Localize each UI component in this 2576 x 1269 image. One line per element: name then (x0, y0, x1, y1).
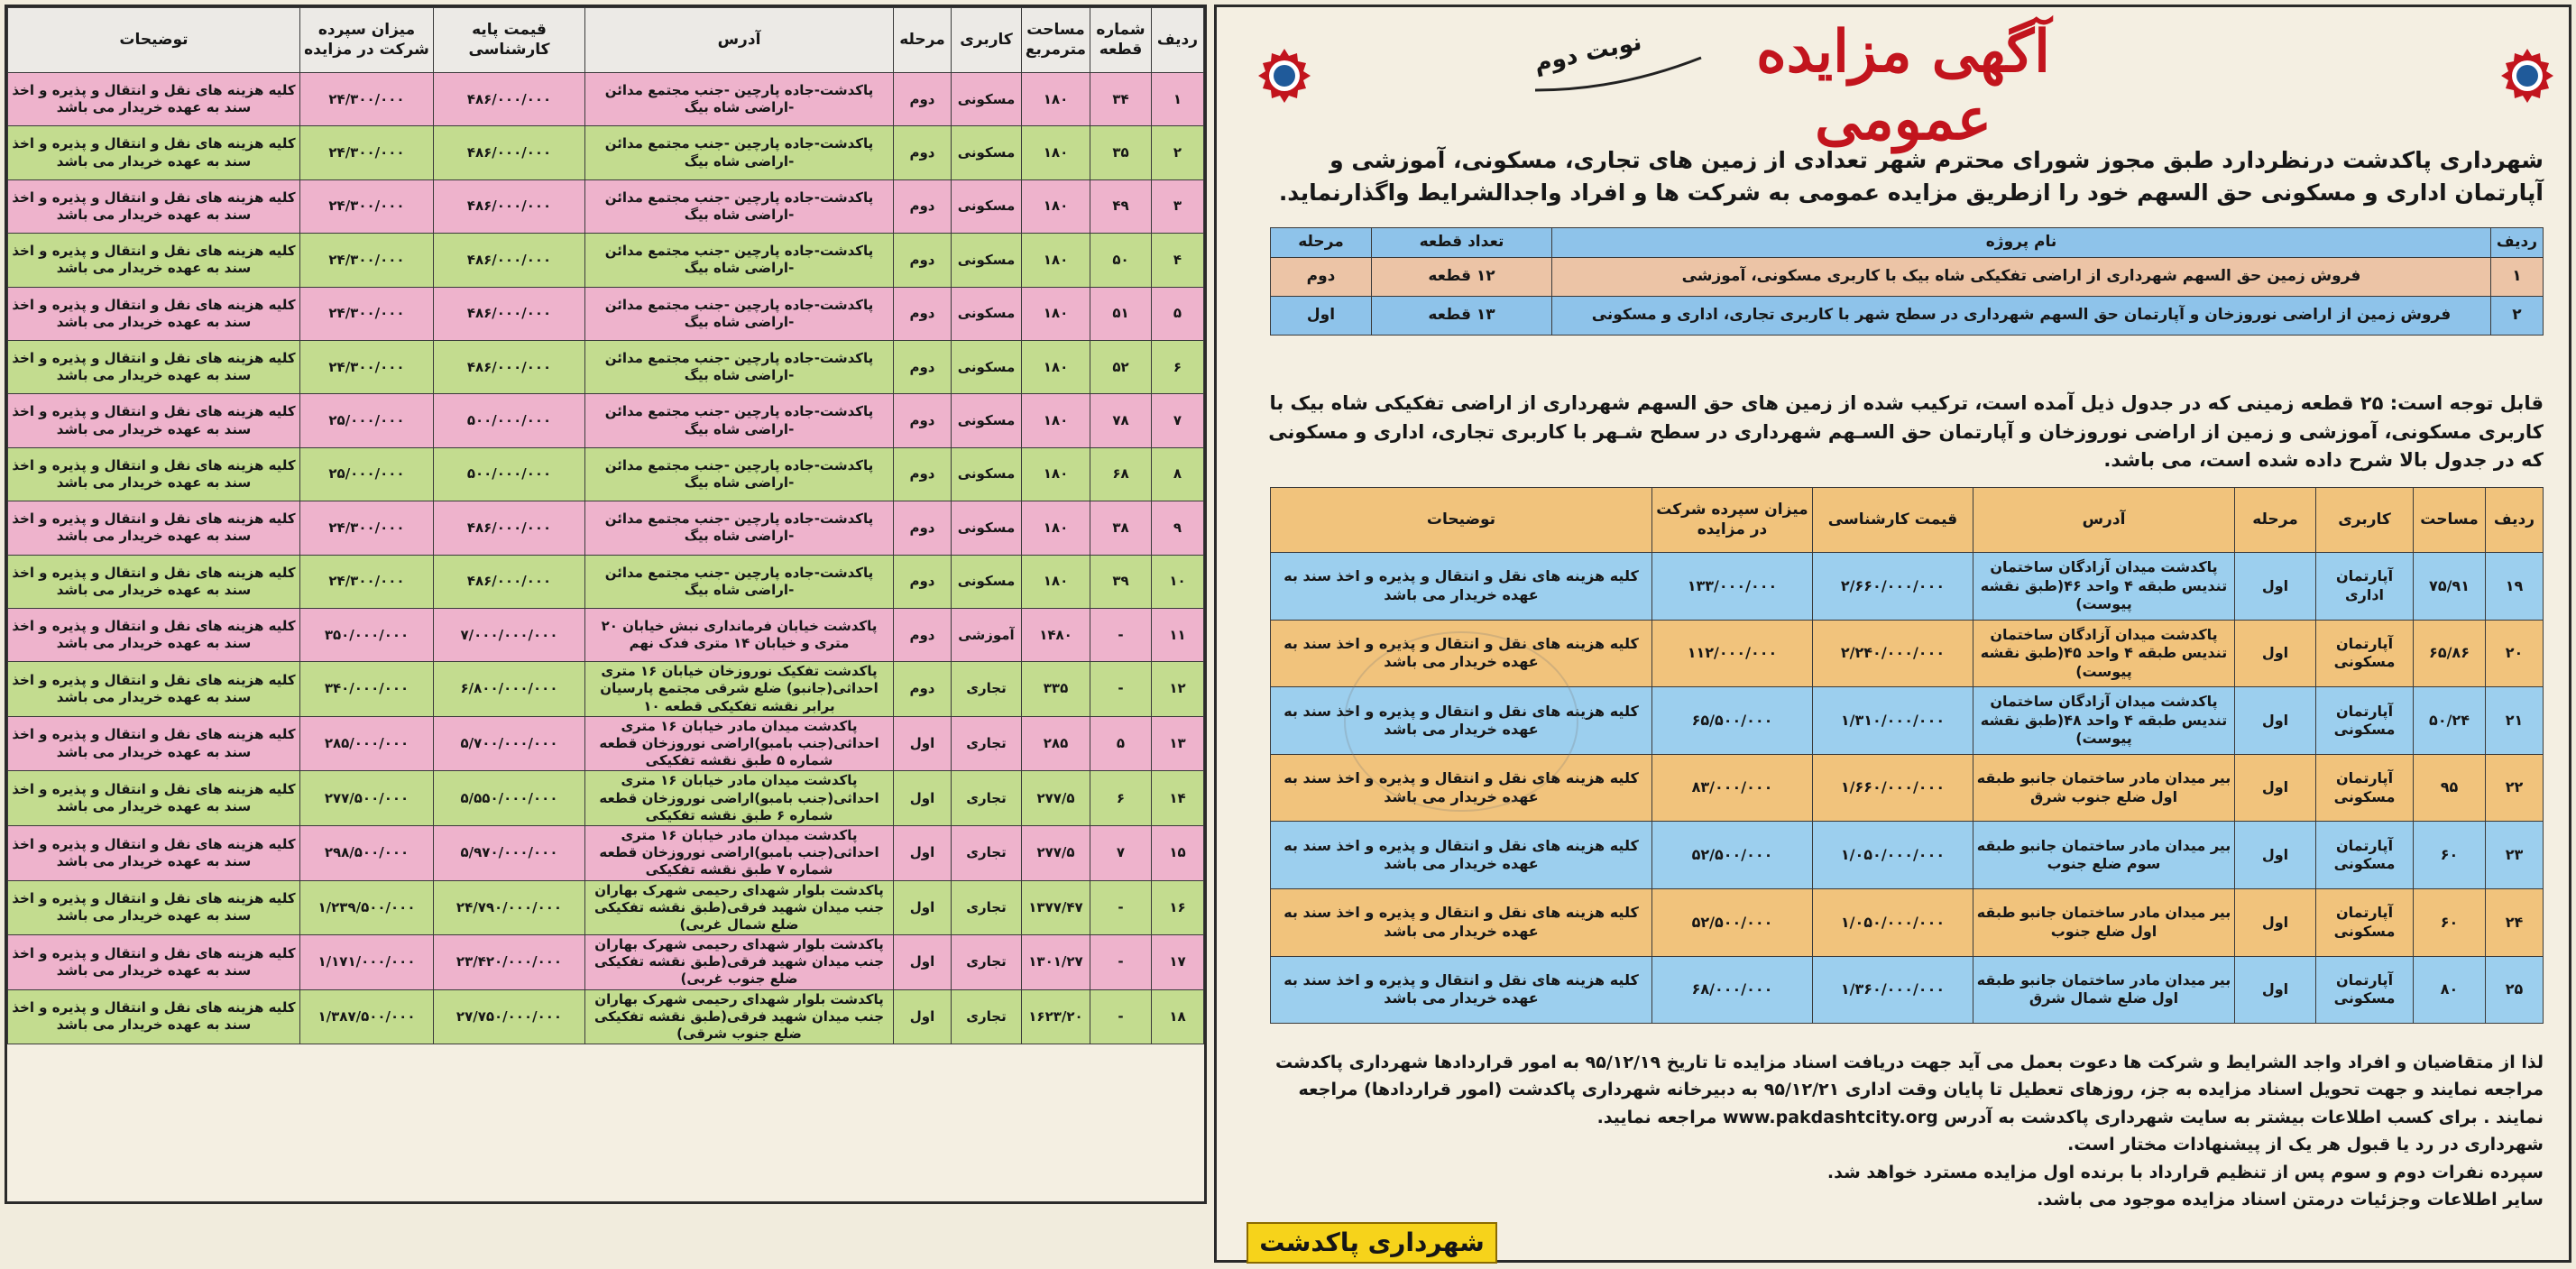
cell-address: پاکدشت-جاده پارچین -جنب مجتمع مدائن -اراضی شاه بیگ (585, 394, 894, 447)
cell-no: ۱۰ (1152, 555, 1204, 608)
cell-no: ۵ (1152, 287, 1204, 340)
cell-price: ۵۰۰/۰۰۰/۰۰۰ (434, 394, 585, 447)
table-row (1271, 754, 2544, 822)
cell-use: مسکونی (952, 555, 1022, 608)
municipality-logo-icon (1256, 47, 1313, 105)
column-header: آدرس (1973, 488, 2235, 553)
column-header: شماره قطعه (1090, 8, 1152, 73)
cell-deposit: ۲۴/۳۰۰/۰۰۰ (300, 287, 434, 340)
table-row (8, 73, 1204, 126)
cell-area: ۲۷۷/۵ (1022, 771, 1090, 826)
cell-area: ۶۵/۸۶ (2414, 620, 2486, 687)
cell-stage: دوم (894, 340, 952, 393)
cell-address: پاکدشت-جاده پارچین -جنب مجتمع مدائن -اراضی شاه بیگ (585, 234, 894, 287)
cell-address: پاکدشت-جاده پارچین -جنب مجتمع مدائن -اراضی شاه بیگ (585, 73, 894, 126)
cell-lot: ۵۰ (1090, 234, 1152, 287)
cell-area: ۷۵/۹۱ (2414, 553, 2486, 621)
cell-lot: ۳۵ (1090, 126, 1152, 179)
cell-lot: ۳۸ (1090, 501, 1152, 555)
column-header: کاربری (2316, 488, 2414, 553)
cell-price: ۱/۳۱۰/۰۰۰/۰۰۰ (1813, 687, 1973, 755)
cell-price: ۵/۵۵۰/۰۰۰/۰۰۰ (434, 771, 585, 826)
column-header: مرحله (894, 8, 952, 73)
cell-use: آپارتمان مسکونی (2316, 754, 2414, 822)
cell-use: آپارتمان مسکونی (2316, 620, 2414, 687)
cell-lot: ۷ (1090, 825, 1152, 880)
cell-notes: کلیه هزینه های نقل و انتقال و پذیره و اخذ سند به عهده خریدار می باشد (8, 234, 300, 287)
cell-lot: ۷۸ (1090, 394, 1152, 447)
cell-area: ۲۷۷/۵ (1022, 825, 1090, 880)
apartments-table-body (1271, 553, 2544, 1024)
cell-stage: اول (2235, 888, 2316, 956)
cell-stage: اول (1271, 297, 1372, 336)
cell-stage: اول (894, 825, 952, 880)
table-row (8, 340, 1204, 393)
table-row (8, 287, 1204, 340)
column-header: قیمت پایه کارشناسی (434, 8, 585, 73)
cell-stage: اول (2235, 620, 2316, 687)
cell-price: ۱/۶۶۰/۰۰۰/۰۰۰ (1813, 754, 1973, 822)
cell-deposit: ۱/۳۸۷/۵۰۰/۰۰۰ (300, 989, 434, 1044)
table-row (1271, 553, 2544, 621)
cell-use: تجاری (952, 825, 1022, 880)
cell-deposit: ۲۴/۳۰۰/۰۰۰ (300, 179, 434, 233)
table-row (1271, 687, 2544, 755)
column-header: قیمت کارشناسی (1813, 488, 1973, 553)
cell-notes: کلیه هزینه های نقل و انتقال و پذیره و اخذ سند به عهده خریدار می باشد (8, 73, 300, 126)
footer-paragraph-4: سایر اطلاعات وجزئیات درمتن اسناد مزایده موجود می باشد. (2037, 1189, 2544, 1209)
table-row (1271, 822, 2544, 889)
cell-price: ۱/۰۵۰/۰۰۰/۰۰۰ (1813, 888, 1973, 956)
cell-area: ۱۸۰ (1022, 73, 1090, 126)
column-header: کاربری (952, 8, 1022, 73)
cell-deposit: ۲۵/۰۰۰/۰۰۰ (300, 394, 434, 447)
cell-notes: کلیه هزینه های نقل و انتقال و پذیره و اخذ سند به عهده خریدار می باشد (1271, 754, 1652, 822)
cell-price: ۲/۲۴۰/۰۰۰/۰۰۰ (1813, 620, 1973, 687)
page-title: آگهی مزایده عمومی (1756, 18, 2050, 153)
cell-deposit: ۲۴/۳۰۰/۰۰۰ (300, 501, 434, 555)
cell-area: ۱۶۲۳/۲۰ (1022, 989, 1090, 1044)
cell-address: پاکدشت میدان آزادگان ساختمان تندیس طبقه ۴ واحد ۴۸(طبق نقشه پیوست) (1973, 687, 2235, 755)
cell-stage: اول (894, 880, 952, 935)
cell-area: ۲۸۵ (1022, 716, 1090, 771)
cell-price: ۲/۶۶۰/۰۰۰/۰۰۰ (1813, 553, 1973, 621)
cell-deposit: ۲۴/۳۰۰/۰۰۰ (300, 234, 434, 287)
cell-use: مسکونی (952, 234, 1022, 287)
cell-price: ۵/۹۷۰/۰۰۰/۰۰۰ (434, 825, 585, 880)
cell-address: پاکدشت-جاده پارچین -جنب مجتمع مدائن -اراضی شاه بیگ (585, 340, 894, 393)
cell-notes: کلیه هزینه های نقل و انتقال و پذیره و اخذ سند به عهده خریدار می باشد (8, 394, 300, 447)
cell-deposit: ۲۴/۳۰۰/۰۰۰ (300, 126, 434, 179)
table-row (8, 447, 1204, 501)
cell-lot: ۵۲ (1090, 340, 1152, 393)
cell-price: ۱/۳۶۰/۰۰۰/۰۰۰ (1813, 956, 1973, 1024)
cell-stage: دوم (894, 394, 952, 447)
cell-area: ۱۳۷۷/۴۷ (1022, 880, 1090, 935)
cell-stage: اول (2235, 822, 2316, 889)
cell-notes: کلیه هزینه های نقل و انتقال و پذیره و اخذ سند به عهده خریدار می باشد (8, 340, 300, 393)
cell-no: ۱ (1152, 73, 1204, 126)
cell-use: آپارتمان اداری (2316, 553, 2414, 621)
cell-use: مسکونی (952, 287, 1022, 340)
column-header: ردیف (2491, 228, 2544, 258)
cell-address: پاکدشت میدان آزادگان ساختمان تندیس طبقه ۴ واحد ۴۶(طبق نقشه پیوست) (1973, 553, 2235, 621)
cell-notes: کلیه هزینه های نقل و انتقال و پذیره و اخذ سند به عهده خریدار می باشد (1271, 956, 1652, 1024)
cell-stage: دوم (894, 447, 952, 501)
cell-area: ۳۳۵ (1022, 662, 1090, 717)
cell-use: تجاری (952, 771, 1022, 826)
table-row (1271, 258, 2544, 297)
cell-use: مسکونی (952, 501, 1022, 555)
municipality-logo-icon (2498, 47, 2556, 105)
cell-name: فروش زمین از اراضی نوروزخان و آپارتمان حق السهم شهرداری در سطح شهر با کاربری تجاری، اداری و مسکونی (1552, 297, 2491, 336)
cell-use: مسکونی (952, 73, 1022, 126)
cell-deposit: ۶۸/۰۰۰/۰۰۰ (1652, 956, 1813, 1024)
cell-no: ۶ (1152, 340, 1204, 393)
table-row (1271, 620, 2544, 687)
cell-price: ۱/۰۵۰/۰۰۰/۰۰۰ (1813, 822, 1973, 889)
cell-deposit: ۵۲/۵۰۰/۰۰۰ (1652, 888, 1813, 956)
table-row (8, 935, 1204, 990)
column-header: میزان سپرده شرکت در مزایده (300, 8, 434, 73)
table-row (1271, 297, 2544, 336)
column-header: آدرس (585, 8, 894, 73)
cell-notes: کلیه هزینه های نقل و انتقال و پذیره و اخذ سند به عهده خریدار می باشد (8, 447, 300, 501)
table-row (8, 825, 1204, 880)
cell-no: ۱۱ (1152, 608, 1204, 661)
cell-use: تجاری (952, 989, 1022, 1044)
cell-stage: اول (894, 716, 952, 771)
column-header: نام پروژه (1552, 228, 2491, 258)
table-row (8, 608, 1204, 661)
cell-address: پاکدشت خیابان فرمانداری نبش خیابان ۲۰ متری و خیابان ۱۴ متری فدک نهم (585, 608, 894, 661)
cell-price: ۷/۰۰۰/۰۰۰/۰۰۰ (434, 608, 585, 661)
lots-table (7, 7, 1204, 1044)
cell-area: ۶۰ (2414, 822, 2486, 889)
cell-price: ۶/۸۰۰/۰۰۰/۰۰۰ (434, 662, 585, 717)
cell-count: ۱۲ قطعه (1372, 258, 1552, 297)
cell-notes: کلیه هزینه های نقل و انتقال و پذیره و اخذ سند به عهده خریدار می باشد (1271, 687, 1652, 755)
cell-price: ۴۸۶/۰۰۰/۰۰۰ (434, 287, 585, 340)
cell-notes: کلیه هزینه های نقل و انتقال و پذیره و اخذ سند به عهده خریدار می باشد (8, 825, 300, 880)
cell-no: ۱۵ (1152, 825, 1204, 880)
cell-no: ۷ (1152, 394, 1204, 447)
cell-area: ۱۸۰ (1022, 126, 1090, 179)
projects-table-body (1271, 258, 2544, 336)
column-header: مرحله (1271, 228, 1372, 258)
cell-stage: اول (894, 935, 952, 990)
cell-area: ۸۰ (2414, 956, 2486, 1024)
column-header: توضیحات (8, 8, 300, 73)
column-header: مساحت مترمربع (1022, 8, 1090, 73)
cell-no: ۲۱ (2486, 687, 2544, 755)
cell-no: ۸ (1152, 447, 1204, 501)
cell-address: پاکدشت-جاده پارچین -جنب مجتمع مدائن -اراضی شاه بیگ (585, 126, 894, 179)
cell-no: ۳ (1152, 179, 1204, 233)
cell-address: پاکدشت میدان مادر خیابان ۱۶ متری احداثی(جنب بامبو)اراضی نوروزخان قطعه شماره ۵ طبق نقشه تفکیکی (585, 716, 894, 771)
cell-area: ۱۸۰ (1022, 287, 1090, 340)
cell-notes: کلیه هزینه های نقل و انتقال و پذیره و اخذ سند به عهده خریدار می باشد (8, 501, 300, 555)
cell-no: ۱ (2491, 258, 2544, 297)
cell-stage: دوم (894, 234, 952, 287)
cell-address: پاکدشت میدان مادر خیابان ۱۶ متری احداثی(جنب بامبو)اراضی نوروزخان قطعه شماره ۷ طبق نقشه تفکیکی (585, 825, 894, 880)
cell-notes: کلیه هزینه های نقل و انتقال و پذیره و اخذ سند به عهده خریدار می باشد (8, 771, 300, 826)
cell-price: ۵/۷۰۰/۰۰۰/۰۰۰ (434, 716, 585, 771)
cell-notes: کلیه هزینه های نقل و انتقال و پذیره و اخذ سند به عهده خریدار می باشد (8, 935, 300, 990)
cell-notes: کلیه هزینه های نقل و انتقال و پذیره و اخذ سند به عهده خریدار می باشد (8, 608, 300, 661)
table-row (8, 501, 1204, 555)
cell-price: ۴۸۶/۰۰۰/۰۰۰ (434, 340, 585, 393)
projects-table-header (1271, 228, 2544, 258)
cell-address: پاکدشت بلوار شهدای رحیمی شهرک بهاران جنب میدان شهید فرقی(طبق نقشه تفکیکی ضلع جنوب غربی) (585, 935, 894, 990)
table-row (8, 179, 1204, 233)
cell-lot: - (1090, 662, 1152, 717)
cell-deposit: ۲۷۷/۵۰۰/۰۰۰ (300, 771, 434, 826)
cell-address: پاکدشت تفکیک نوروزخان خیابان ۱۶ متری احداثی(جانبو) ضلع شرقی مجتمع پارسیان برابر نقشه تفکیکی قطعه ۱۰ (585, 662, 894, 717)
table-row (8, 394, 1204, 447)
cell-price: ۲۴/۷۹۰/۰۰۰/۰۰۰ (434, 880, 585, 935)
cell-notes: کلیه هزینه های نقل و انتقال و پذیره و اخذ سند به عهده خریدار می باشد (8, 989, 300, 1044)
cell-deposit: ۲۴/۳۰۰/۰۰۰ (300, 555, 434, 608)
cell-no: ۱۷ (1152, 935, 1204, 990)
apartments-table (1270, 487, 2544, 1024)
cell-area: ۹۵ (2414, 754, 2486, 822)
cell-address: پاکدشت-جاده پارچین -جنب مجتمع مدائن -اراضی شاه بیگ (585, 179, 894, 233)
cell-no: ۲ (2491, 297, 2544, 336)
cell-no: ۱۶ (1152, 880, 1204, 935)
cell-area: ۱۸۰ (1022, 555, 1090, 608)
intro-text: شهرداری پاکدشت درنظردارد طبق مجوز شورای محترم شهر تعدادی از زمین های تجاری، مسکونی، آموزشی و آپارتمان اداری و مسکونی حق السهم خود را ازطریق مزایده عمومی به شرکت ها و افراد واجدالشرایط واگذارنماید. (1278, 147, 2544, 207)
cell-stage: دوم (894, 126, 952, 179)
cell-use: تجاری (952, 880, 1022, 935)
cell-deposit: ۲۴/۳۰۰/۰۰۰ (300, 340, 434, 393)
footer-text (1263, 1049, 2544, 1213)
cell-deposit: ۸۳/۰۰۰/۰۰۰ (1652, 754, 1813, 822)
cell-deposit: ۱۱۲/۰۰۰/۰۰۰ (1652, 620, 1813, 687)
cell-no: ۱۲ (1152, 662, 1204, 717)
cell-address: پاکدشت میدان آزادگان ساختمان تندیس طبقه ۴ واحد ۴۵(طبق نقشه پیوست) (1973, 620, 2235, 687)
cell-lot: - (1090, 989, 1152, 1044)
round-label: نوبت دوم (1532, 28, 1644, 78)
table-row (1271, 956, 2544, 1024)
cell-address: بیر میدان مادر ساختمان جانبو طبقه اول ضلع جنوب شرق (1973, 754, 2235, 822)
signature-banner: شهرداری پاکدشت (1247, 1222, 1497, 1264)
cell-area: ۱۸۰ (1022, 394, 1090, 447)
cell-area: ۱۴۸۰ (1022, 608, 1090, 661)
cell-lot: - (1090, 935, 1152, 990)
lots-table-body (8, 73, 1204, 1044)
column-header: ردیف (2486, 488, 2544, 553)
cell-lot: - (1090, 880, 1152, 935)
cell-address: پاکدشت-جاده پارچین -جنب مجتمع مدائن -اراضی شاه بیگ (585, 501, 894, 555)
cell-notes: کلیه هزینه های نقل و انتقال و پذیره و اخذ سند به عهده خریدار می باشد (8, 126, 300, 179)
cell-notes: کلیه هزینه های نقل و انتقال و پذیره و اخذ سند به عهده خریدار می باشد (1271, 553, 1652, 621)
cell-use: مسکونی (952, 126, 1022, 179)
cell-no: ۲۵ (2486, 956, 2544, 1024)
cell-lot: ۵ (1090, 716, 1152, 771)
cell-lot: ۶ (1090, 771, 1152, 826)
cell-use: مسکونی (952, 394, 1022, 447)
cell-stage: دوم (1271, 258, 1372, 297)
note-text: قابل توجه است: ۲۵ قطعه زمینی که در جدول ذیل آمده است، ترکیب شده از زمین های حق السهم شهرداری از اراضی تفکیکی شاه بیک با کاربری مسکونی، آموزشی و زمین از اراضی نوروزخان و آپارتمان حق السـهم شهرداری در سطح شـهر با کاربری تجاری، اداری و مسکونی که در جدول بالا شرح داده شده است، می باشد. (1268, 392, 2544, 471)
cell-use: آپارتمان مسکونی (2316, 888, 2414, 956)
table-row (8, 716, 1204, 771)
cell-stage: اول (2235, 754, 2316, 822)
cell-lot: ۳۹ (1090, 555, 1152, 608)
cell-stage: دوم (894, 555, 952, 608)
cell-address: پاکدشت-جاده پارچین -جنب مجتمع مدائن -اراضی شاه بیگ (585, 555, 894, 608)
cell-no: ۱۹ (2486, 553, 2544, 621)
cell-no: ۹ (1152, 501, 1204, 555)
cell-area: ۱۳۰۱/۲۷ (1022, 935, 1090, 990)
cell-address: پاکدشت-جاده پارچین -جنب مجتمع مدائن -اراضی شاه بیگ (585, 447, 894, 501)
cell-no: ۱۴ (1152, 771, 1204, 826)
table-row (8, 880, 1204, 935)
table-row (8, 771, 1204, 826)
cell-stage: اول (2235, 553, 2316, 621)
column-header: تعداد قطعه (1372, 228, 1552, 258)
cell-notes: کلیه هزینه های نقل و انتقال و پذیره و اخذ سند به عهده خریدار می باشد (8, 716, 300, 771)
cell-stage: دوم (894, 662, 952, 717)
column-header: مرحله (2235, 488, 2316, 553)
cell-address: بیر میدان مادر ساختمان جانبو طبقه اول ضلع شمال شرق (1973, 956, 2235, 1024)
cell-count: ۱۳ قطعه (1372, 297, 1552, 336)
cell-notes: کلیه هزینه های نقل و انتقال و پذیره و اخذ سند به عهده خریدار می باشد (8, 555, 300, 608)
cell-stage: دوم (894, 179, 952, 233)
cell-deposit: ۲۸۵/۰۰۰/۰۰۰ (300, 716, 434, 771)
cell-deposit: ۲۵/۰۰۰/۰۰۰ (300, 447, 434, 501)
cell-stage: دوم (894, 287, 952, 340)
cell-no: ۲۰ (2486, 620, 2544, 687)
cell-price: ۲۳/۴۲۰/۰۰۰/۰۰۰ (434, 935, 585, 990)
cell-area: ۶۰ (2414, 888, 2486, 956)
cell-use: مسکونی (952, 340, 1022, 393)
cell-no: ۲ (1152, 126, 1204, 179)
cell-use: آپارتمان مسکونی (2316, 822, 2414, 889)
cell-deposit: ۱۳۳/۰۰۰/۰۰۰ (1652, 553, 1813, 621)
table-row (8, 234, 1204, 287)
footer-paragraph-2: شهرداری در رد یا قبول هر یک از پیشنهادات مختار است. (2067, 1135, 2544, 1155)
cell-use: مسکونی (952, 447, 1022, 501)
cell-area: ۱۸۰ (1022, 501, 1090, 555)
cell-stage: اول (894, 989, 952, 1044)
swoosh-decoration-icon (1533, 54, 1705, 96)
column-header: ردیف (1152, 8, 1204, 73)
cell-no: ۲۲ (2486, 754, 2544, 822)
cell-area: ۱۸۰ (1022, 179, 1090, 233)
cell-no: ۲۳ (2486, 822, 2544, 889)
cell-stage: اول (2235, 956, 2316, 1024)
cell-lot: ۴۹ (1090, 179, 1152, 233)
cell-name: فروش زمین حق السهم شهرداری از اراضی تفکیکی شاه بیک با کاربری مسکونی، آموزشی (1552, 258, 2491, 297)
column-header: مساحت (2414, 488, 2486, 553)
table-row (8, 989, 1204, 1044)
cell-notes: کلیه هزینه های نقل و انتقال و پذیره و اخذ سند به عهده خریدار می باشد (8, 179, 300, 233)
cell-area: ۱۸۰ (1022, 234, 1090, 287)
cell-address: پاکدشت میدان مادر خیابان ۱۶ متری احداثی(جنب بامبو)اراضی نوروزخان قطعه شماره ۶ طبق نقشه تفکیکی (585, 771, 894, 826)
cell-area: ۱۸۰ (1022, 447, 1090, 501)
cell-notes: کلیه هزینه های نقل و انتقال و پذیره و اخذ سند به عهده خریدار می باشد (8, 880, 300, 935)
cell-no: ۲۴ (2486, 888, 2544, 956)
left-panel (5, 5, 1207, 1204)
cell-use: مسکونی (952, 179, 1022, 233)
cell-deposit: ۲۴/۳۰۰/۰۰۰ (300, 73, 434, 126)
cell-notes: کلیه هزینه های نقل و انتقال و پذیره و اخذ سند به عهده خریدار می باشد (1271, 888, 1652, 956)
cell-lot: - (1090, 608, 1152, 661)
cell-notes: کلیه هزینه های نقل و انتقال و پذیره و اخذ سند به عهده خریدار می باشد (1271, 822, 1652, 889)
cell-price: ۴۸۶/۰۰۰/۰۰۰ (434, 126, 585, 179)
cell-price: ۵۰۰/۰۰۰/۰۰۰ (434, 447, 585, 501)
cell-notes: کلیه هزینه های نقل و انتقال و پذیره و اخذ سند به عهده خریدار می باشد (8, 287, 300, 340)
table-row (8, 662, 1204, 717)
column-header: میزان سپرده شرکت در مزایده (1652, 488, 1813, 553)
footer-paragraph-1: لذا از متقاضیان و افراد واجد الشرایط و شرکت ها دعوت بعمل می آید جهت دریافت اسناد مزایده تا تاریخ ۹۵/۱۲/۱۹ به امور قراردادها شهرداری پاکدشت مراجعه نمایند و جهت تحویل اسناد مزایده به جز، روزهای تعطیل تا پایان وقت اداری ۹۵/۱۲/۲۱ به دبیرخانه شهرداری پاکدشت (امور قراردادها) مراجعه نمایند . برای کسب اطلاعات بیشتر به سایت شهرداری پاکدشت به آدرس www.pakdashtcity.org مراجعه نمایید. (1274, 1053, 2544, 1127)
cell-lot: ۳۴ (1090, 73, 1152, 126)
cell-no: ۱۸ (1152, 989, 1204, 1044)
cell-notes: کلیه هزینه های نقل و انتقال و پذیره و اخذ سند به عهده خریدار می باشد (8, 662, 300, 717)
cell-area: ۵۰/۲۴ (2414, 687, 2486, 755)
cell-deposit: ۲۹۸/۵۰۰/۰۰۰ (300, 825, 434, 880)
cell-use: آموزشی (952, 608, 1022, 661)
table-row (8, 555, 1204, 608)
cell-address: پاکدشت بلوار شهدای رحیمی شهرک بهاران جنب میدان شهید فرقی(طبق نقشه تفکیکی ضلع شمال غربی) (585, 880, 894, 935)
lots-table-header (8, 8, 1204, 73)
cell-deposit: ۱/۲۳۹/۵۰۰/۰۰۰ (300, 880, 434, 935)
cell-deposit: ۳۵۰/۰۰۰/۰۰۰ (300, 608, 434, 661)
cell-price: ۴۸۶/۰۰۰/۰۰۰ (434, 73, 585, 126)
cell-price: ۴۸۶/۰۰۰/۰۰۰ (434, 555, 585, 608)
cell-use: آپارتمان مسکونی (2316, 687, 2414, 755)
cell-address: پاکدشت بلوار شهدای رحیمی شهرک بهاران جنب میدان شهید فرقی(طبق نقشه تفکیکی ضلع جنوب شرقی) (585, 989, 894, 1044)
cell-stage: اول (2235, 687, 2316, 755)
cell-area: ۱۸۰ (1022, 340, 1090, 393)
apartments-table-header (1271, 488, 2544, 553)
cell-deposit: ۶۵/۵۰۰/۰۰۰ (1652, 687, 1813, 755)
cell-stage: دوم (894, 73, 952, 126)
cell-no: ۴ (1152, 234, 1204, 287)
cell-deposit: ۱/۱۷۱/۰۰۰/۰۰۰ (300, 935, 434, 990)
table-row (8, 126, 1204, 179)
cell-stage: اول (894, 771, 952, 826)
cell-lot: ۶۸ (1090, 447, 1152, 501)
table-row (1271, 888, 2544, 956)
cell-use: آپارتمان مسکونی (2316, 956, 2414, 1024)
cell-no: ۱۳ (1152, 716, 1204, 771)
cell-price: ۴۸۶/۰۰۰/۰۰۰ (434, 234, 585, 287)
cell-deposit: ۵۲/۵۰۰/۰۰۰ (1652, 822, 1813, 889)
cell-price: ۴۸۶/۰۰۰/۰۰۰ (434, 501, 585, 555)
cell-price: ۴۸۶/۰۰۰/۰۰۰ (434, 179, 585, 233)
cell-use: تجاری (952, 716, 1022, 771)
footer-paragraph-3: سپرده نفرات دوم و سوم پس از تنظیم قرارداد با برنده اول مزایده مسترد خواهد شد. (1826, 1162, 2544, 1182)
cell-address: پاکدشت-جاده پارچین -جنب مجتمع مدائن -اراضی شاه بیگ (585, 287, 894, 340)
cell-lot: ۵۱ (1090, 287, 1152, 340)
cell-use: تجاری (952, 662, 1022, 717)
cell-deposit: ۳۴۰/۰۰۰/۰۰۰ (300, 662, 434, 717)
cell-notes: کلیه هزینه های نقل و انتقال و پذیره و اخذ سند به عهده خریدار می باشد (1271, 620, 1652, 687)
projects-table (1270, 227, 2544, 336)
cell-stage: دوم (894, 501, 952, 555)
cell-use: تجاری (952, 935, 1022, 990)
column-header: توضیحات (1271, 488, 1652, 553)
cell-stage: دوم (894, 608, 952, 661)
cell-address: بیر میدان مادر ساختمان جانبو طبقه اول ضلع جنوب (1973, 888, 2235, 956)
cell-price: ۲۷/۷۵۰/۰۰۰/۰۰۰ (434, 989, 585, 1044)
cell-address: بیر میدان مادر ساختمان جانبو طبقه سوم ضلع جنوب (1973, 822, 2235, 889)
